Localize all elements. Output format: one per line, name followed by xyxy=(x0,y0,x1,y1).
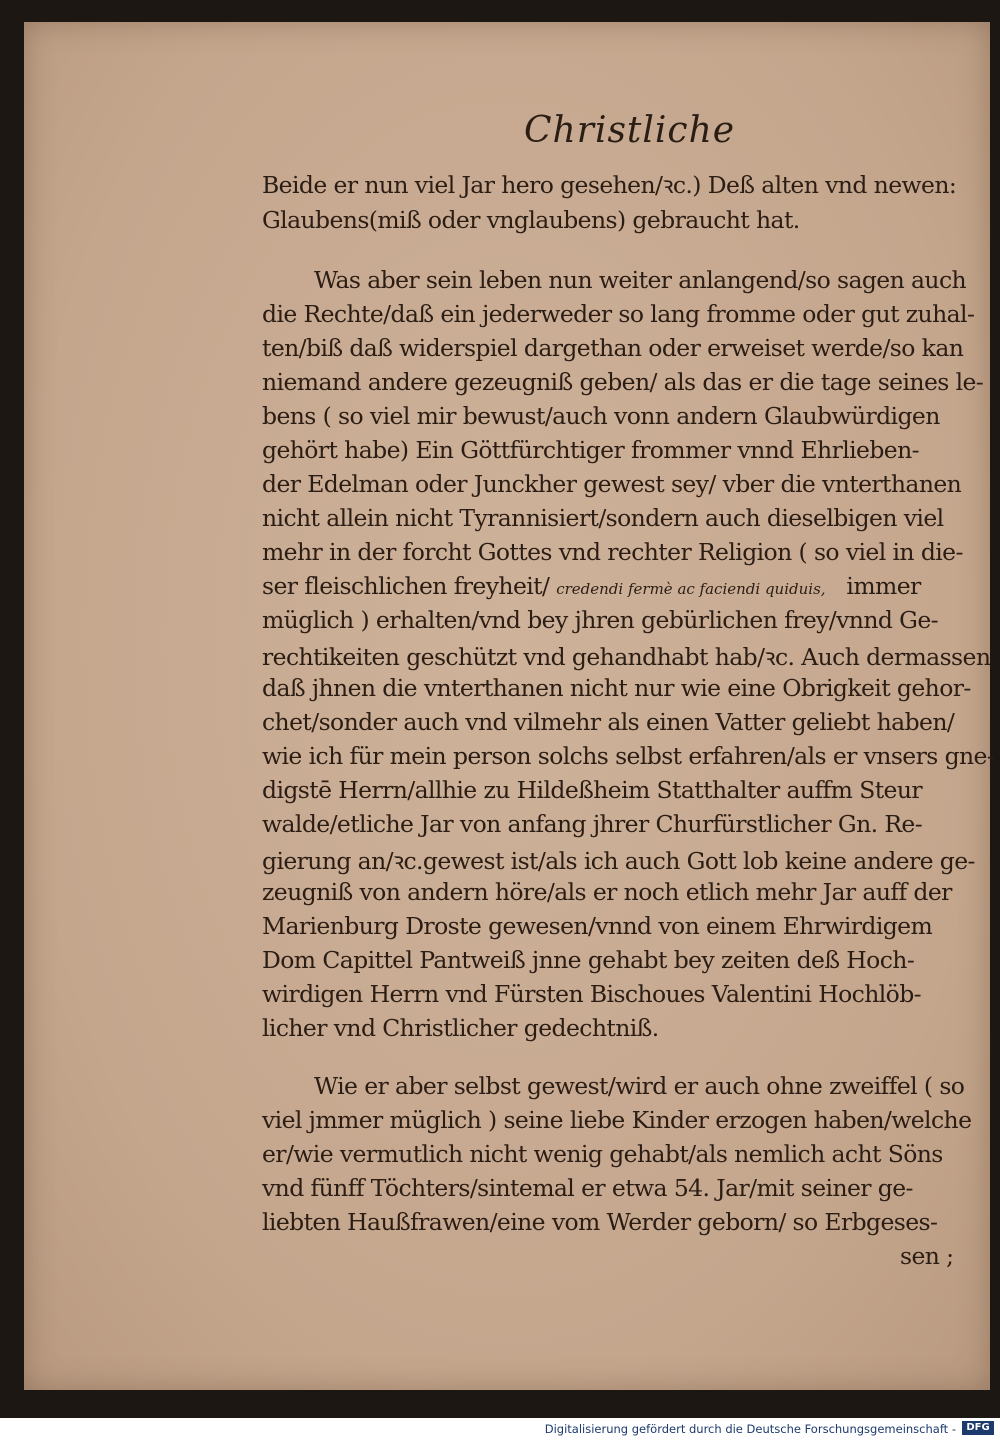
text-line: nicht allein nicht Tyrannisiert/sondern auch dieselbigen viel xyxy=(262,504,944,532)
text-line: viel jmmer müglich ) seine liebe Kinder erzogen haben/welche xyxy=(262,1106,972,1134)
text-line: walde/etliche Jar von anfang jhrer Churfürstlicher Gn. Re- xyxy=(262,810,923,838)
footer-bar xyxy=(0,1418,1000,1440)
text-line: wie ich für mein person solchs selbst erfahren/als er vnsers gne- xyxy=(262,742,995,770)
text-line: Dom Capittel Pantweiß jnne gehabt bey zeiten deß Hoch- xyxy=(262,946,915,974)
running-head: Christliche xyxy=(524,110,736,151)
text-line-with-latin xyxy=(262,572,921,600)
text-line: chet/sonder auch vnd vilmehr als einen Vatter geliebt haben/ xyxy=(262,708,955,736)
funding-credit: Digitalisierung gefördert durch die Deutsche Forschungsgemeinschaft - xyxy=(544,1422,956,1436)
text-line: daß jhnen die vnterthanen nicht nur wie eine Obrigkeit gehor- xyxy=(262,674,971,702)
text-line: mehr in der forcht Gottes vnd rechter Religion ( so viel in die- xyxy=(262,538,963,566)
catchword: sen ; xyxy=(900,1242,954,1270)
dfg-logo-icon: DFG xyxy=(962,1421,994,1435)
text-line: Glaubens(miß oder vnglaubens) gebraucht hat. xyxy=(262,206,800,234)
paragraph-start: Was aber sein leben nun weiter anlangend/so sagen auch xyxy=(314,266,967,294)
text-line: Beide er nun viel Jar hero gesehen/ꝛc.) Deß alten vnd newen: xyxy=(262,171,957,199)
text-line: Marienburg Droste gewesen/vnnd von einem Ehrwirdigem xyxy=(262,912,933,940)
german-text-end: immer xyxy=(846,572,921,600)
text-line: gehört habe) Ein Göttfürchtiger frommer vnnd Ehrlieben- xyxy=(262,436,919,464)
german-text: ser fleischlichen freyheit/ xyxy=(262,572,550,600)
text-line: licher vnd Christlicher gedechtniß. xyxy=(262,1014,659,1042)
page-text-area xyxy=(24,22,995,1390)
text-line: rechtikeiten geschützt vnd gehandhabt hab/ꝛc. Auch dermassen xyxy=(262,643,991,671)
text-line: gierung an/ꝛc.gewest ist/als ich auch Gott lob keine andere ge- xyxy=(262,847,975,875)
latin-phrase: credendi fermè ac faciendi quiduis, xyxy=(556,580,826,598)
text-line: digstē Herrn/allhie zu Hildeßheim Statthalter auffm Steur xyxy=(262,776,923,804)
text-line: ten/biß daß widerspiel dargethan oder erweiset werde/so kan xyxy=(262,334,964,362)
text-line: er/wie vermutlich nicht wenig gehabt/als nemlich acht Söns xyxy=(262,1140,943,1168)
text-line: bens ( so viel mir bewust/auch vonn andern Glaubwürdigen xyxy=(262,402,940,430)
book-page xyxy=(24,22,995,1390)
text-line: zeugniß von andern höre/als er noch etlich mehr Jar auff der xyxy=(262,878,952,906)
text-line: vnd fünff Töchters/sintemal er etwa 54. Jar/mit seiner ge- xyxy=(262,1174,913,1202)
text-line: wirdigen Herrn vnd Fürsten Bischoues Valentini Hochlöb- xyxy=(262,980,921,1008)
text-line: liebten Haußfrawen/eine vom Werder geborn/ so Erbgeses- xyxy=(262,1208,938,1236)
text-line: die Rechte/daß ein jederweder so lang fromme oder gut zuhal- xyxy=(262,300,975,328)
text-line: müglich ) erhalten/vnd bey jhren gebürlichen frey/vnnd Ge- xyxy=(262,606,939,634)
text-line: der Edelman oder Junckher gewest sey/ vber die vnterthanen xyxy=(262,470,962,498)
text-line: niemand andere gezeugniß geben/ als das er die tage seines le- xyxy=(262,368,984,396)
paragraph-start: Wie er aber selbst gewest/wird er auch ohne zweiffel ( so xyxy=(314,1072,965,1100)
